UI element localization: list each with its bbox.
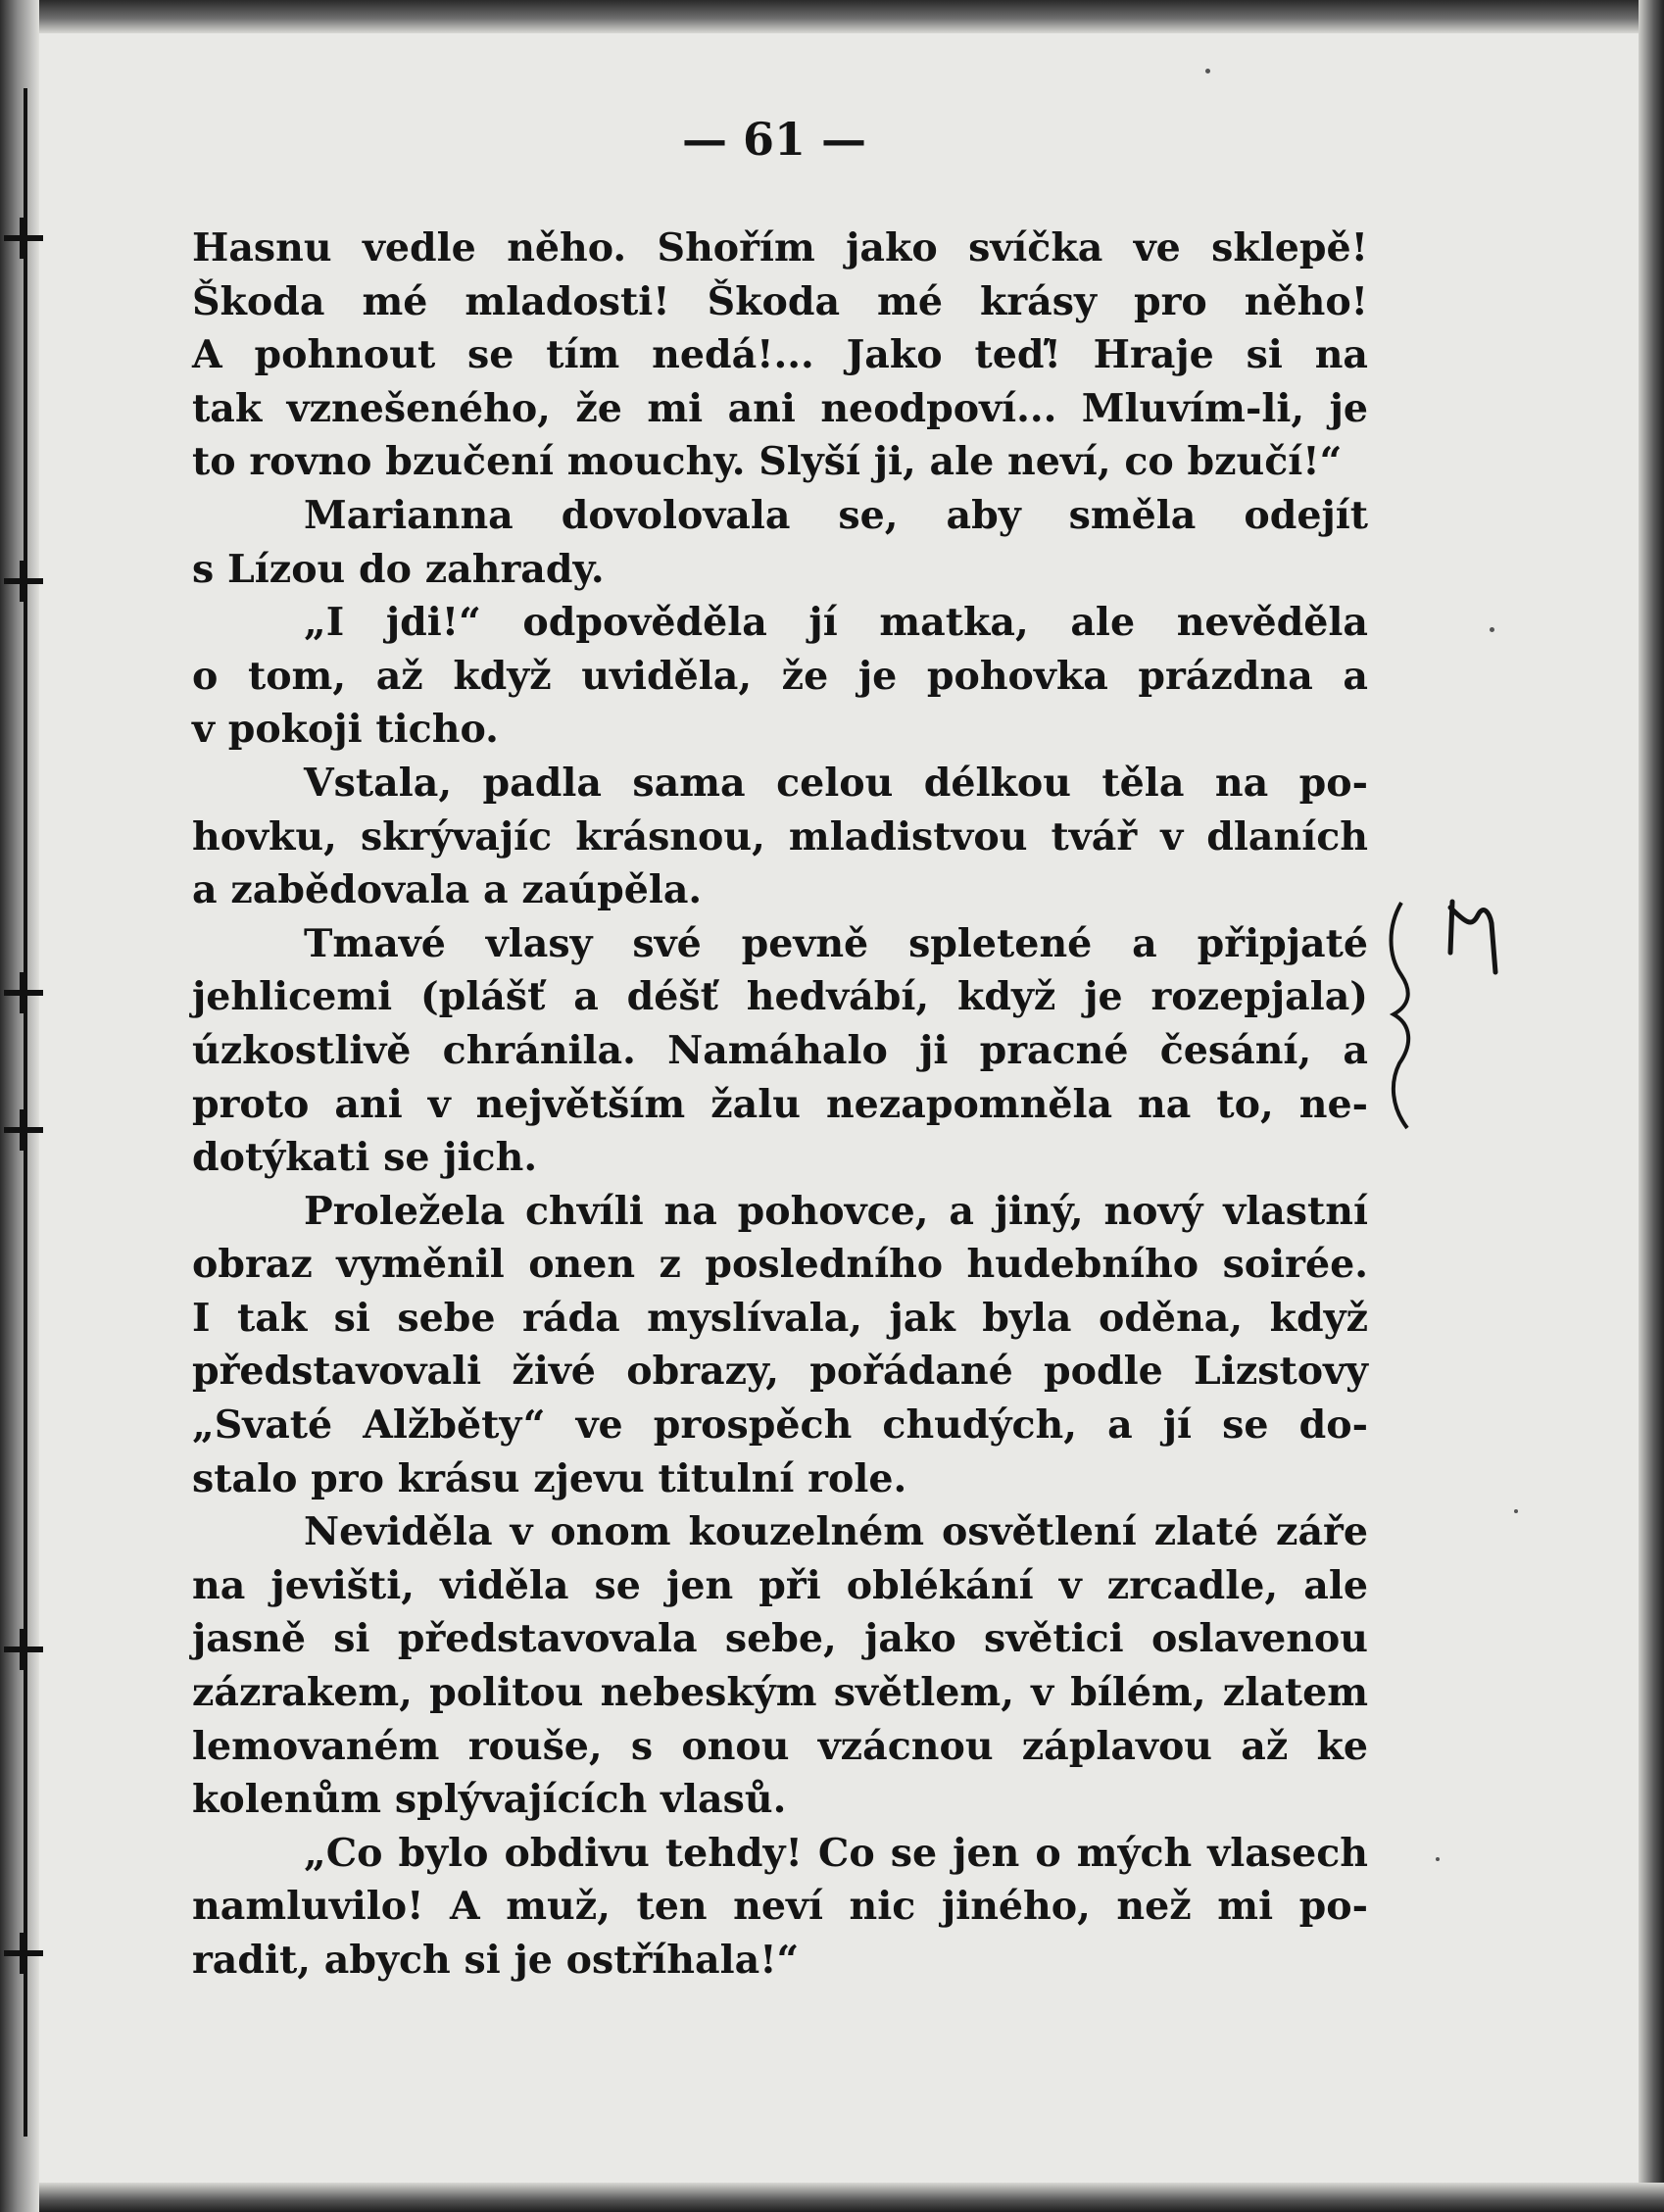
text-line: představovali živé obrazy, pořádané podle Lizstovy	[192, 1349, 1368, 1395]
scan-border-right	[1639, 0, 1664, 2212]
text-line: to rovno bzučení mouchy. Slyší ji, ale neví, co bzučí!“	[192, 439, 1343, 485]
text-line: v pokoji ticho.	[192, 707, 499, 753]
text-line: Marianna dovolovala se, aby směla odejít	[304, 492, 1368, 538]
binding-stitch	[4, 1127, 43, 1133]
text-line: A pohnout se tím nedá!... Jako teď! Hraje si na	[192, 332, 1368, 378]
text-line: Proležela chvíli na pohovce, a jiný, nový vlastní	[304, 1188, 1368, 1234]
text-line: Škoda mé mladosti! Škoda mé krásy pro něho!	[192, 278, 1368, 324]
binding-stitch	[4, 235, 43, 241]
text-line: na jevišti, viděla se jen při oblékání v zrcadle, ale	[192, 1562, 1368, 1608]
text-line: „Co bylo obdivu tehdy! Co se jen o mých vlasech	[304, 1830, 1368, 1876]
binding-stitch	[4, 990, 43, 996]
text-line: jasně si představovala sebe, jako světici oslavenou	[192, 1616, 1368, 1662]
text-line: o tom, až když uviděla, že je pohovka prázdna a	[192, 653, 1368, 699]
scan-border-top	[0, 0, 1664, 33]
handwritten-margin-letter	[1441, 894, 1509, 982]
binding-stitch	[4, 1647, 43, 1652]
text-line: jehlicemi (plášť a déšť hedvábí, když je rozepjala)	[192, 974, 1368, 1020]
text-line: a zabědovala a zaúpěla.	[192, 867, 703, 913]
text-line: radit, abych si je ostříhala!“	[192, 1938, 800, 1983]
text-line: stalo pro krásu zjevu titulní role.	[192, 1455, 907, 1501]
text-line: „I jdi!“ odpověděla jí matka, ale nevěděla	[304, 600, 1368, 646]
text-line: dotýkati se jich.	[192, 1135, 538, 1181]
dust-speck	[1514, 1509, 1518, 1513]
dust-speck	[1436, 1857, 1440, 1861]
text-line: úzkostlivě chránila. Namáhalo ji pracné česání, a	[192, 1027, 1368, 1073]
binding-stitch	[4, 1950, 43, 1956]
text-line: Vstala, padla sama celou délkou těla na po-	[304, 760, 1368, 806]
text-line: Tmavé vlasy své pevně spletené a připjaté	[304, 920, 1368, 966]
text-line: Neviděla v onom kouzelném osvětlení zlaté záře	[304, 1509, 1368, 1555]
text-line: s Lízou do zahrady.	[192, 546, 605, 592]
text-line: proto ani v největším žalu nezapomněla na to, ne-	[192, 1081, 1368, 1127]
text-line: kolenům splývajících vlasů.	[192, 1777, 787, 1823]
text-line: namluvilo! A muž, ten neví nic jiného, než mi po-	[192, 1884, 1368, 1930]
text-line: hovku, skrývajíc krásnou, mladistvou tvář v dlaních	[192, 813, 1368, 860]
body-text	[192, 221, 1368, 1988]
text-line: Hasnu vedle něho. Shořím jako svíčka ve sklepě!	[192, 225, 1368, 270]
text-line: tak vznešeného, že mi ani neodpoví... Mluvím-li, je	[192, 385, 1368, 431]
text-line: obraz vyměnil onen z posledního hudebního soirée.	[192, 1242, 1368, 1288]
dust-speck	[1205, 69, 1210, 74]
book-binding-edge	[0, 0, 39, 2212]
text-line: lemovaném rouše, s onou vzácnou záplavou až ke	[192, 1723, 1368, 1769]
text-line: zázrakem, politou nebeským světlem, v bílém, zlatem	[192, 1670, 1368, 1716]
binding-stitch	[4, 578, 43, 584]
page-number: — 61 —	[681, 113, 867, 166]
text-line: I tak si sebe ráda myslívala, jak byla oděna, když	[192, 1295, 1368, 1341]
scan-border-bottom	[0, 2183, 1664, 2212]
text-line: „Svaté Alžběty“ ve prospěch chudých, a jí se do-	[192, 1402, 1368, 1449]
dust-speck	[1490, 627, 1494, 632]
